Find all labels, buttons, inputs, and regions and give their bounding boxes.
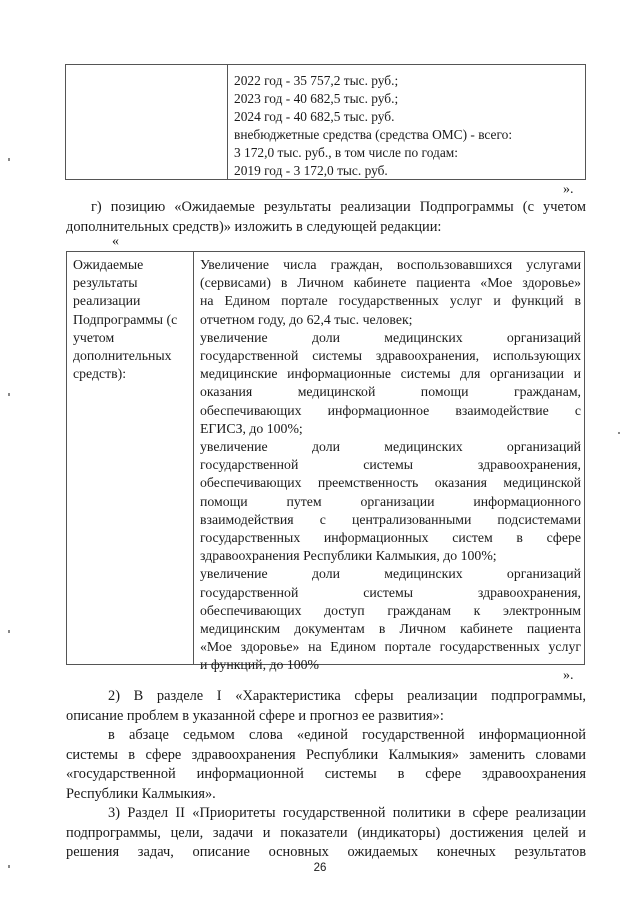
funding-line: 2023 год - 40 682,5 тыс. руб.; — [234, 91, 399, 106]
header-line: средств): — [73, 366, 127, 382]
funding-table-continuation — [65, 64, 586, 180]
paragraph-line: в абзаце седьмом слова «единой государственной информационной — [108, 727, 586, 743]
paragraph-line: описание проблем в указанной сфере и прогноз ее развития»: — [66, 707, 444, 724]
content-line: обеспечивающих доступ гражданам к электронным — [200, 602, 581, 618]
closing-quote: ». — [563, 668, 574, 683]
paragraph-line: Республики Калмыкия». — [66, 785, 216, 802]
content-line: взаимодействия с централизованными подсистемами — [200, 511, 581, 527]
header-line: Ожидаемые — [73, 257, 144, 272]
content-line: медицинские информационные системы для организации и — [200, 366, 581, 382]
content-line: Увеличение числа граждан, воспользовавшихся услугами — [200, 257, 581, 272]
content-line: здравоохранения Республики Калмыкия, до 100%; — [200, 548, 497, 564]
content-line: увеличение доли медицинских организаций — [200, 439, 581, 455]
content-line: на Едином портале государственных услуг и функций в — [200, 293, 581, 309]
item-2-paragraph — [66, 687, 586, 804]
funding-line: 2022 год - 35 757,2 тыс. руб.; — [234, 73, 399, 88]
funding-line: 3 172,0 тыс. руб., в том числе по годам: — [234, 145, 458, 160]
paragraph-line: дополнительных средств)» изложить в следующей редакции: — [66, 218, 442, 235]
scan-speck — [618, 432, 620, 434]
header-line: дополнительных — [73, 348, 172, 364]
paragraph-line: г) позицию «Ожидаемые результаты реализации Подпрограммы (с учетом — [91, 199, 586, 215]
paragraph-line: 3) Раздел II «Приоритеты государственной политики в сфере реализации — [108, 805, 586, 821]
header-line: результаты — [73, 275, 138, 291]
scan-speck — [8, 865, 10, 868]
paragraph-line: подпрограммы, цели, задачи и показатели (индикаторы) достижения целей и — [66, 824, 586, 841]
paragraph-line: «государственной информационной системы в сфере здравоохранения — [66, 766, 586, 782]
scan-speck — [8, 393, 10, 396]
paragraph-line: системы в сфере здравоохранения Республики Калмыкия» заменить словами — [66, 746, 586, 763]
expected-results-table — [66, 251, 585, 673]
table-row-header-cell — [73, 256, 191, 383]
content-line: государственных информационных систем в сфере — [200, 530, 581, 546]
content-line: и функций, до 100% — [200, 657, 320, 673]
paragraph-line: решения задач, описание основных ожидаемых конечных результатов — [66, 844, 586, 860]
paragraph-line: 2) В разделе I «Характеристика сферы реализации подпрограммы, — [108, 688, 586, 704]
funding-lines — [234, 72, 512, 180]
scan-speck — [8, 630, 10, 633]
content-line: государственной системы здравоохранения, — [200, 457, 581, 473]
content-line: медицинским документам в Личном кабинете пациента — [200, 621, 581, 637]
funding-line: внебюджетные средства (средства ОМС) - всего: — [234, 127, 513, 142]
table-content-cell — [200, 256, 581, 675]
content-line: отчетном году, до 62,4 тыс. человек; — [200, 311, 413, 327]
content-line: увеличение доли медицинских организаций — [200, 329, 581, 345]
content-line: обеспечивающих информационное взаимодействие с — [200, 402, 581, 418]
item-g-paragraph — [66, 198, 586, 237]
content-line: «Мое здоровье» на Едином портале государственных услуг — [200, 639, 581, 655]
content-line: (сервисами) в Личном кабинете пациента «Мое здоровье» — [200, 275, 581, 291]
header-line: учетом — [73, 329, 115, 345]
header-line: Подпрограммы (с — [73, 311, 178, 327]
content-line: государственной системы здравоохранения, — [200, 584, 581, 600]
page-number: 26 — [313, 862, 327, 874]
content-line: увеличение доли медицинских организаций — [200, 566, 581, 582]
content-line: ЕГИСЗ, до 100%; — [200, 420, 303, 436]
table-column-divider — [193, 252, 194, 664]
content-line: государственной системы здравоохранения, использующих — [200, 348, 581, 364]
closing-quote: ». — [563, 182, 574, 197]
item-3-paragraph — [66, 804, 586, 863]
header-line: реализации — [73, 293, 141, 309]
scan-speck — [8, 158, 10, 161]
table-column-divider — [227, 65, 228, 179]
content-line: оказания медицинской помощи гражданам, — [200, 384, 581, 400]
content-line: помощи путем организации информационного — [200, 493, 581, 509]
funding-line: 2024 год - 40 682,5 тыс. руб. — [234, 109, 395, 124]
opening-quote: « — [112, 234, 119, 249]
content-line: обеспечивающих преемственность оказания медицинской — [200, 475, 581, 491]
funding-line: 2019 год - 3 172,0 тыс. руб. — [234, 163, 388, 178]
